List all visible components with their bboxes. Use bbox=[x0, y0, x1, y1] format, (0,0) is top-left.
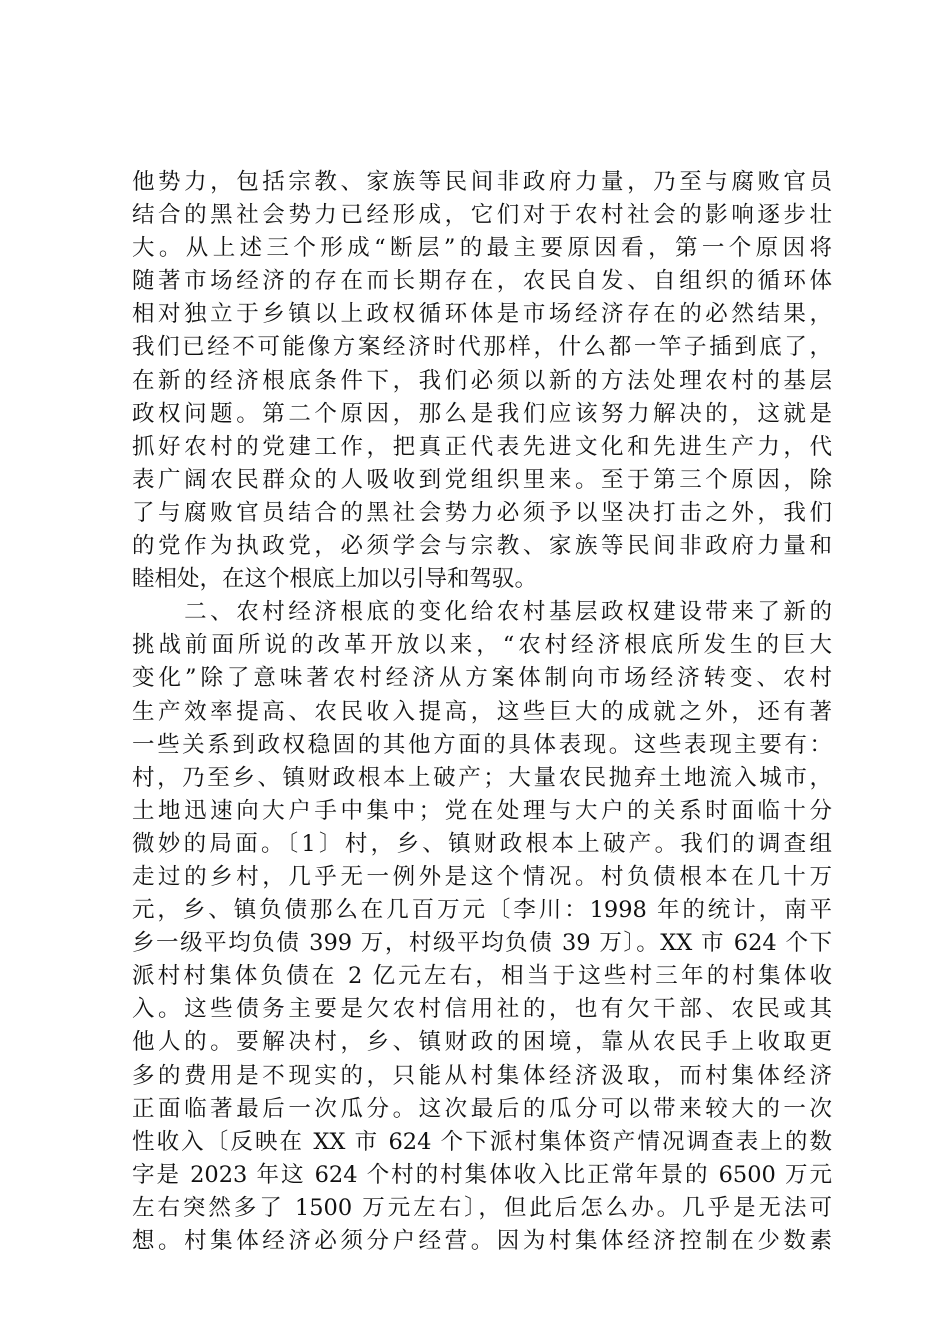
text-line: 我们已经不可能像方案经济时代那样，什么都一竿子插到底了， bbox=[132, 334, 832, 361]
text-line: 随著市场经济的存在而长期存在，农民自发、自组织的循环体 bbox=[132, 268, 832, 295]
text-line: 生产效率提高、农民收入提高，这些巨大的成就之外，还有著 bbox=[132, 698, 832, 725]
text-line: 村，乃至乡、镇财政根本上破产；大量农民抛弃土地流入城市， bbox=[132, 764, 832, 791]
text-line: 政权问题。第二个原因，那么是我们应该努力解决的，这就是 bbox=[132, 400, 832, 427]
text-line: 他人的。要解决村，乡、镇财政的困境，靠从农民手上收取更 bbox=[132, 1029, 832, 1056]
text-line: 结合的黑社会势力已经形成，它们对于农村社会的影响逐步壮 bbox=[132, 202, 832, 229]
text-line: 了与腐败官员结合的黑社会势力必须予以坚决打击之外，我们 bbox=[132, 499, 832, 526]
text-line: 睦相处，在这个根底上加以引导和驾驭。 bbox=[132, 566, 538, 593]
text-line: 走过的乡村，几乎无一例外是这个情况。村负债根本在几十万 bbox=[132, 863, 832, 890]
text-line: 的党作为执政党，必须学会与宗教、家族等民间非政府力量和 bbox=[132, 533, 832, 560]
text-line: 大。从上述三个形成“断层”的最主要原因看，第一个原因将 bbox=[132, 235, 832, 262]
text-line: 入。这些债务主要是欠农村信用社的，也有欠干部、农民或其 bbox=[132, 996, 832, 1023]
text-line: 土地迅速向大户手中集中；党在处理与大户的关系时面临十分 bbox=[132, 797, 832, 824]
text-line: 他势力，包括宗教、家族等民间非政府力量，乃至与腐败官员 bbox=[132, 169, 832, 195]
text-line: 左右突然多了 1500 万元左右〕，但此后怎么办。几乎是无法可 bbox=[132, 1194, 832, 1221]
text-line: 多的费用是不现实的，只能从村集体经济汲取，而村集体经济 bbox=[132, 1062, 832, 1089]
text-line: 表广阔农民群众的人吸收到党组织里来。至于第三个原因，除 bbox=[132, 466, 832, 493]
text-line: 相对独立于乡镇以上政权循环体是市场经济存在的必然结果， bbox=[132, 301, 832, 328]
text-line: 乡一级平均负债 399 万，村级平均负债 39 万〕。XX 市 624 个下 bbox=[132, 930, 832, 957]
text-line: 挑战前面所说的改革开放以来，“农村经济根底所发生的巨大 bbox=[132, 632, 832, 659]
text-line: 正面临著最后一次瓜分。这次最后的瓜分可以带来较大的一次 bbox=[132, 1095, 832, 1122]
body-text bbox=[132, 166, 832, 1258]
text-line: 元，乡、镇负债那么在几百万元〔李川：1998 年的统计，南平 bbox=[132, 897, 832, 924]
text-line: 变化”除了意味著农村经济从方案体制向市场经济转变、农村 bbox=[132, 665, 832, 692]
text-line: 一些关系到政权稳固的其他方面的具体表现。这些表现主要有： bbox=[132, 731, 832, 758]
text-line: 抓好农村的党建工作，把真正代表先进文化和先进生产力，代 bbox=[132, 433, 832, 460]
text-line: 在新的经济根底条件下，我们必须以新的方法处理农村的基层 bbox=[132, 367, 832, 394]
text-line: 微妙的局面。〔1〕村，乡、镇财政根本上破产。我们的调查组 bbox=[132, 830, 832, 857]
text-line: 派村村集体负债在 2 亿元左右，相当于这些村三年的村集体收 bbox=[132, 963, 832, 990]
text-line: 二、农村经济根底的变化给农村基层政权建设带来了新的 bbox=[132, 599, 832, 626]
text-line: 性收入〔反映在 XX 市 624 个下派村集体资产情况调查表上的数 bbox=[132, 1128, 832, 1155]
text-line: 字是 2023 年这 624 个村的村集体收入比正常年景的 6500 万元 bbox=[132, 1161, 832, 1188]
text-line: 想。村集体经济必须分户经营。因为村集体经济控制在少数素 bbox=[132, 1228, 832, 1254]
